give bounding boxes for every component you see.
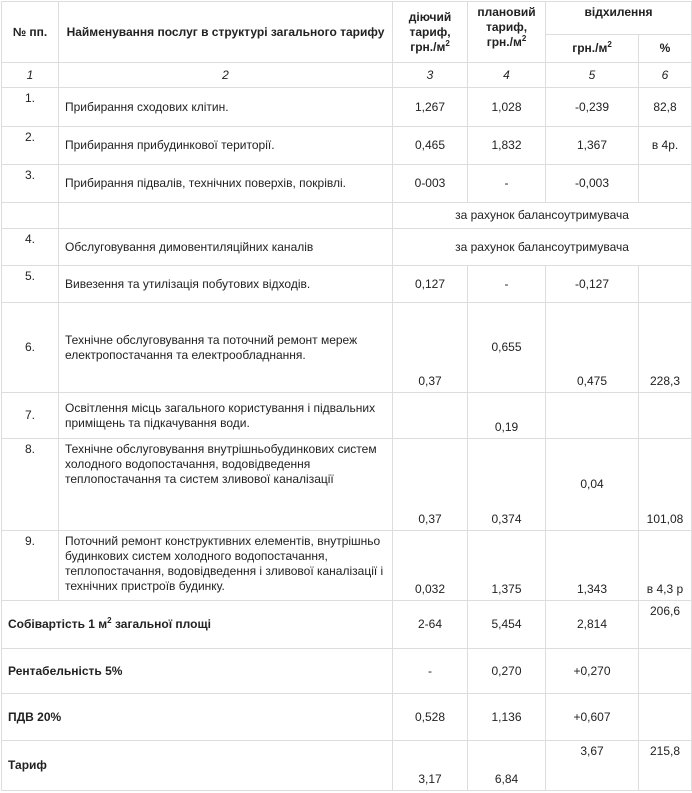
service-name: Поточний ремонт конструктивних елементів, внутрішньо будинкових систем холодного водопостачання, теплопостачання, водовідведення і зливової каналізації і технічних пристроїв будинку. [59,531,393,601]
planned-tariff: 1,136 [468,694,546,741]
service-name: Технічне обслуговування внутрішньобудинкових систем холодного водопостачання, водовідведення теплопостачання та систем зливової каналізації [59,439,393,531]
planned-tariff: 1,375 [468,531,546,601]
total-label [2,601,393,649]
service-name: Прибирання підвалів, технічних поверхів, покрівлі. [59,165,393,203]
current-tariff: 0,032 [393,531,468,601]
sup: 2 [445,38,450,48]
current-tariff: 2-64 [393,601,468,649]
row-number: 1. [2,88,59,127]
row-number: 5. [2,266,59,303]
planned-tariff: - [468,266,546,303]
header-deviation: відхилення [546,2,692,35]
deviation-percent: 228,3 [639,303,692,393]
empty-cell [2,203,59,229]
deviation-value: 0,475 [546,303,639,393]
header-planned-text: плановий тариф, грн./м [477,5,536,49]
deviation-value: -0,003 [546,165,639,203]
column-number: 3 [393,63,468,88]
planned-tariff: 0,374 [468,439,546,531]
planned-tariff: 0,270 [468,649,546,694]
current-tariff: 0-003 [393,165,468,203]
row-number: 8. [2,439,59,531]
row-number: 7. [2,393,59,439]
deviation-percent [639,393,692,439]
current-tariff [393,393,468,439]
planned-tariff: - [468,165,546,203]
deviation-percent: в 4р. [639,127,692,165]
column-number: 6 [639,63,692,88]
service-name: Прибирання сходових клітин. [59,88,393,127]
deviation-percent [639,649,692,694]
current-tariff: - [393,649,468,694]
note-cell: за рахунок балансоутримувача [393,229,692,266]
deviation-value [546,393,639,439]
sup: 2 [107,616,112,625]
current-tariff: 0,127 [393,266,468,303]
deviation-value: +0,607 [546,694,639,741]
service-name: Технічне обслуговування та поточний ремонт мереж електропостачання та електрообладнання. [59,303,393,393]
row-number: 9. [2,531,59,601]
header-name: Найменування послуг в структурі загального тарифу [59,2,393,63]
header-current-text: діючий тариф, грн./м [408,9,452,54]
deviation-value: -0,239 [546,88,639,127]
service-name: Прибирання прибудинкової території. [59,127,393,165]
deviation-value: +0,270 [546,649,639,694]
sup: 2 [521,34,527,43]
current-tariff: 0,528 [393,694,468,741]
empty-cell [59,203,393,229]
tariff-table [1,1,692,791]
note-cell: за рахунок балансоутримувача [393,203,692,229]
column-number: 5 [546,63,639,88]
planned-tariff: 6,84 [468,741,546,791]
current-tariff: 0,37 [393,439,468,531]
current-tariff: 0,465 [393,127,468,165]
deviation-percent: 215,8 [639,741,692,791]
deviation-value: 2,814 [546,601,639,649]
row-number: 3. [2,165,59,203]
current-tariff: 3,17 [393,741,468,791]
deviation-value: 1,367 [546,127,639,165]
header-dev-pct: % [639,35,692,63]
deviation-percent [639,165,692,203]
total-label: ПДВ 20% [2,694,393,741]
header-planned [468,2,546,63]
deviation-percent [639,266,692,303]
planned-tariff: 0,655 [468,303,546,393]
planned-tariff: 0,19 [468,393,546,439]
deviation-percent: в 4,3 р [639,531,692,601]
deviation-value: 0,04 [546,439,639,531]
deviation-percent: 206,6 [639,601,692,649]
header-dev-unit-text: грн./м [572,41,608,55]
deviation-value: -0,127 [546,266,639,303]
current-tariff: 0,37 [393,303,468,393]
total-label-end: загальної площі [111,617,211,631]
service-name: Освітлення місць загального користування і підвальних приміщень та підкачування води. [59,393,393,439]
header-current [393,2,468,63]
row-number: 4. [2,229,59,266]
column-number: 2 [59,63,393,88]
total-label: Тариф [2,741,393,791]
deviation-value: 1,343 [546,531,639,601]
planned-tariff: 5,454 [468,601,546,649]
current-tariff: 1,267 [393,88,468,127]
column-number: 1 [2,63,59,88]
row-number: 6. [2,303,59,393]
sup: 2 [607,40,612,49]
total-label: Рентабельність 5% [2,649,393,694]
row-number: 2. [2,127,59,165]
planned-tariff: 1,028 [468,88,546,127]
deviation-percent: 82,8 [639,88,692,127]
total-label-text: Собівартість 1 м [8,617,108,631]
header-dev-unit [546,35,639,63]
header-no: № пп. [2,2,59,63]
column-number: 4 [468,63,546,88]
deviation-percent [639,694,692,741]
deviation-percent: 101,08 [639,439,692,531]
service-name: Вивезення та утилізація побутових відходів. [59,266,393,303]
service-name: Обслуговування димовентиляційних каналів [59,229,393,266]
deviation-value: 3,67 [546,741,639,791]
planned-tariff: 1,832 [468,127,546,165]
